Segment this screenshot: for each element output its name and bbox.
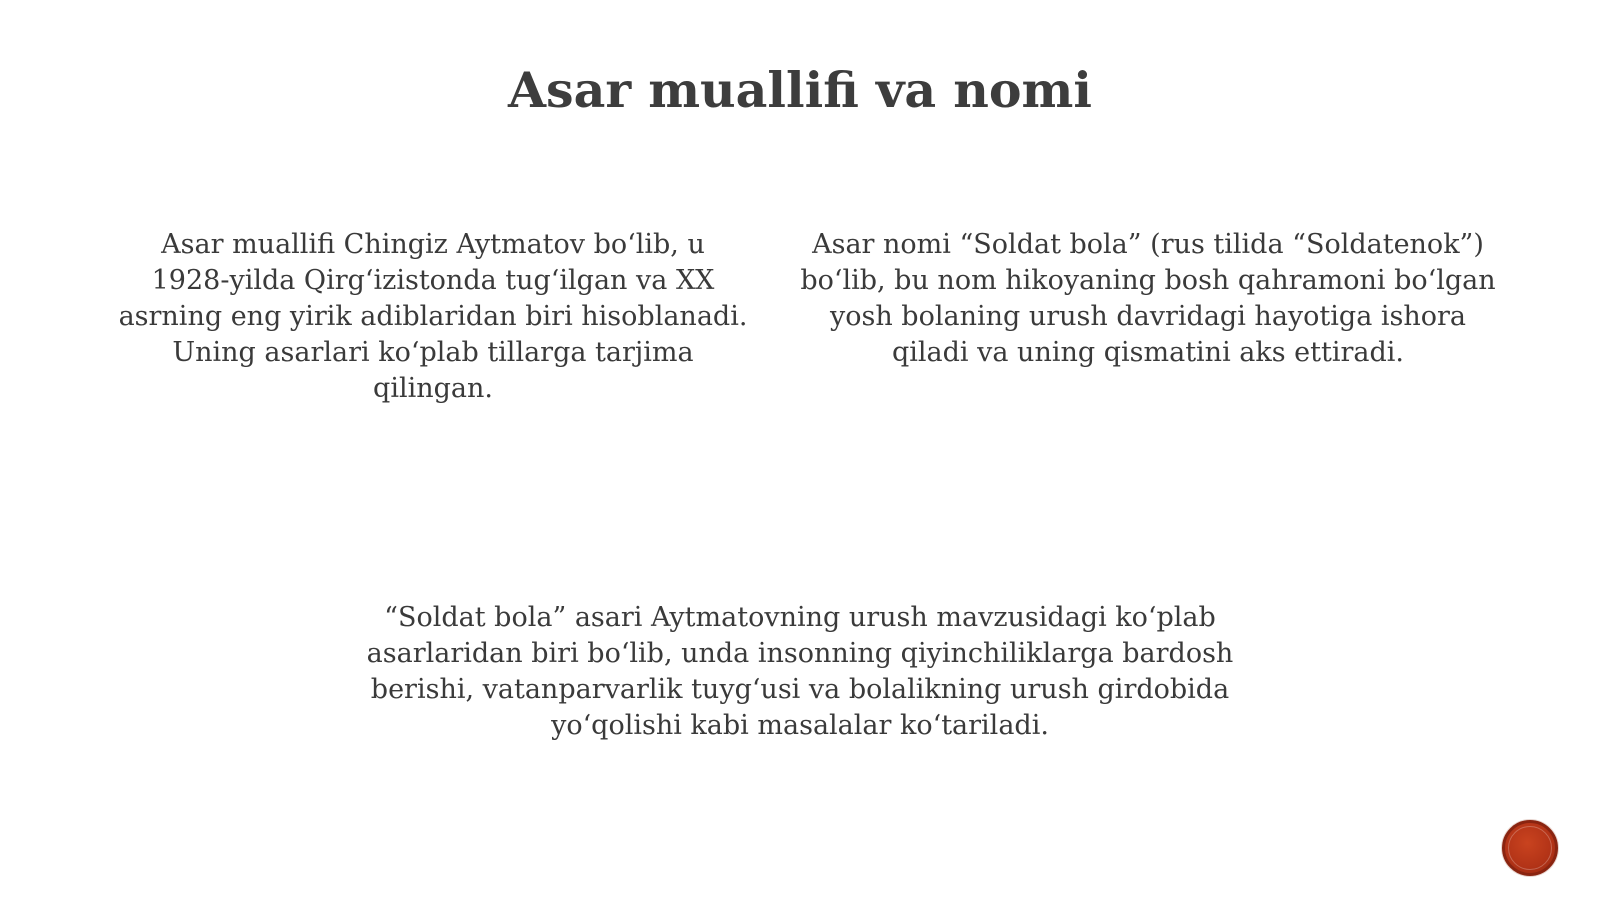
slide-nav-button[interactable] (1502, 820, 1558, 876)
title-meaning-paragraph: Asar nomi “Soldat bola” (rus tilida “Soldatenok”) bo‘lib, bu nom hikoyaning bosh qahramoni bo‘lgan yosh bolaning urush davridagi hayotiga ishora qiladi va uning qismatini aks ettiradi. (800, 229, 1496, 368)
author-paragraph: Asar muallifi Chingiz Aytmatov bo‘lib, u 1928-yilda Qirg‘izistonda tug‘ilgan va XX asrning eng yirik adiblaridan biri hisoblanadi. Uning asarlari ko‘plab tillarga tarjima qilingan. (118, 229, 748, 404)
theme-paragraph: “Soldat bola” asari Aytmatovning urush mavzusidagi ko‘plab asarlaridan biri bo‘lib, unda insonning qiyinchiliklarga bardosh berishi, vatanparvarlik tuyg‘usi va bolalikning urush girdobida yo‘qolishi kabi masalalar ko‘tariladi. (366, 602, 1234, 741)
slide-title: Asar muallifi va nomi (507, 61, 1093, 119)
circle-nav-icon (1508, 826, 1552, 870)
